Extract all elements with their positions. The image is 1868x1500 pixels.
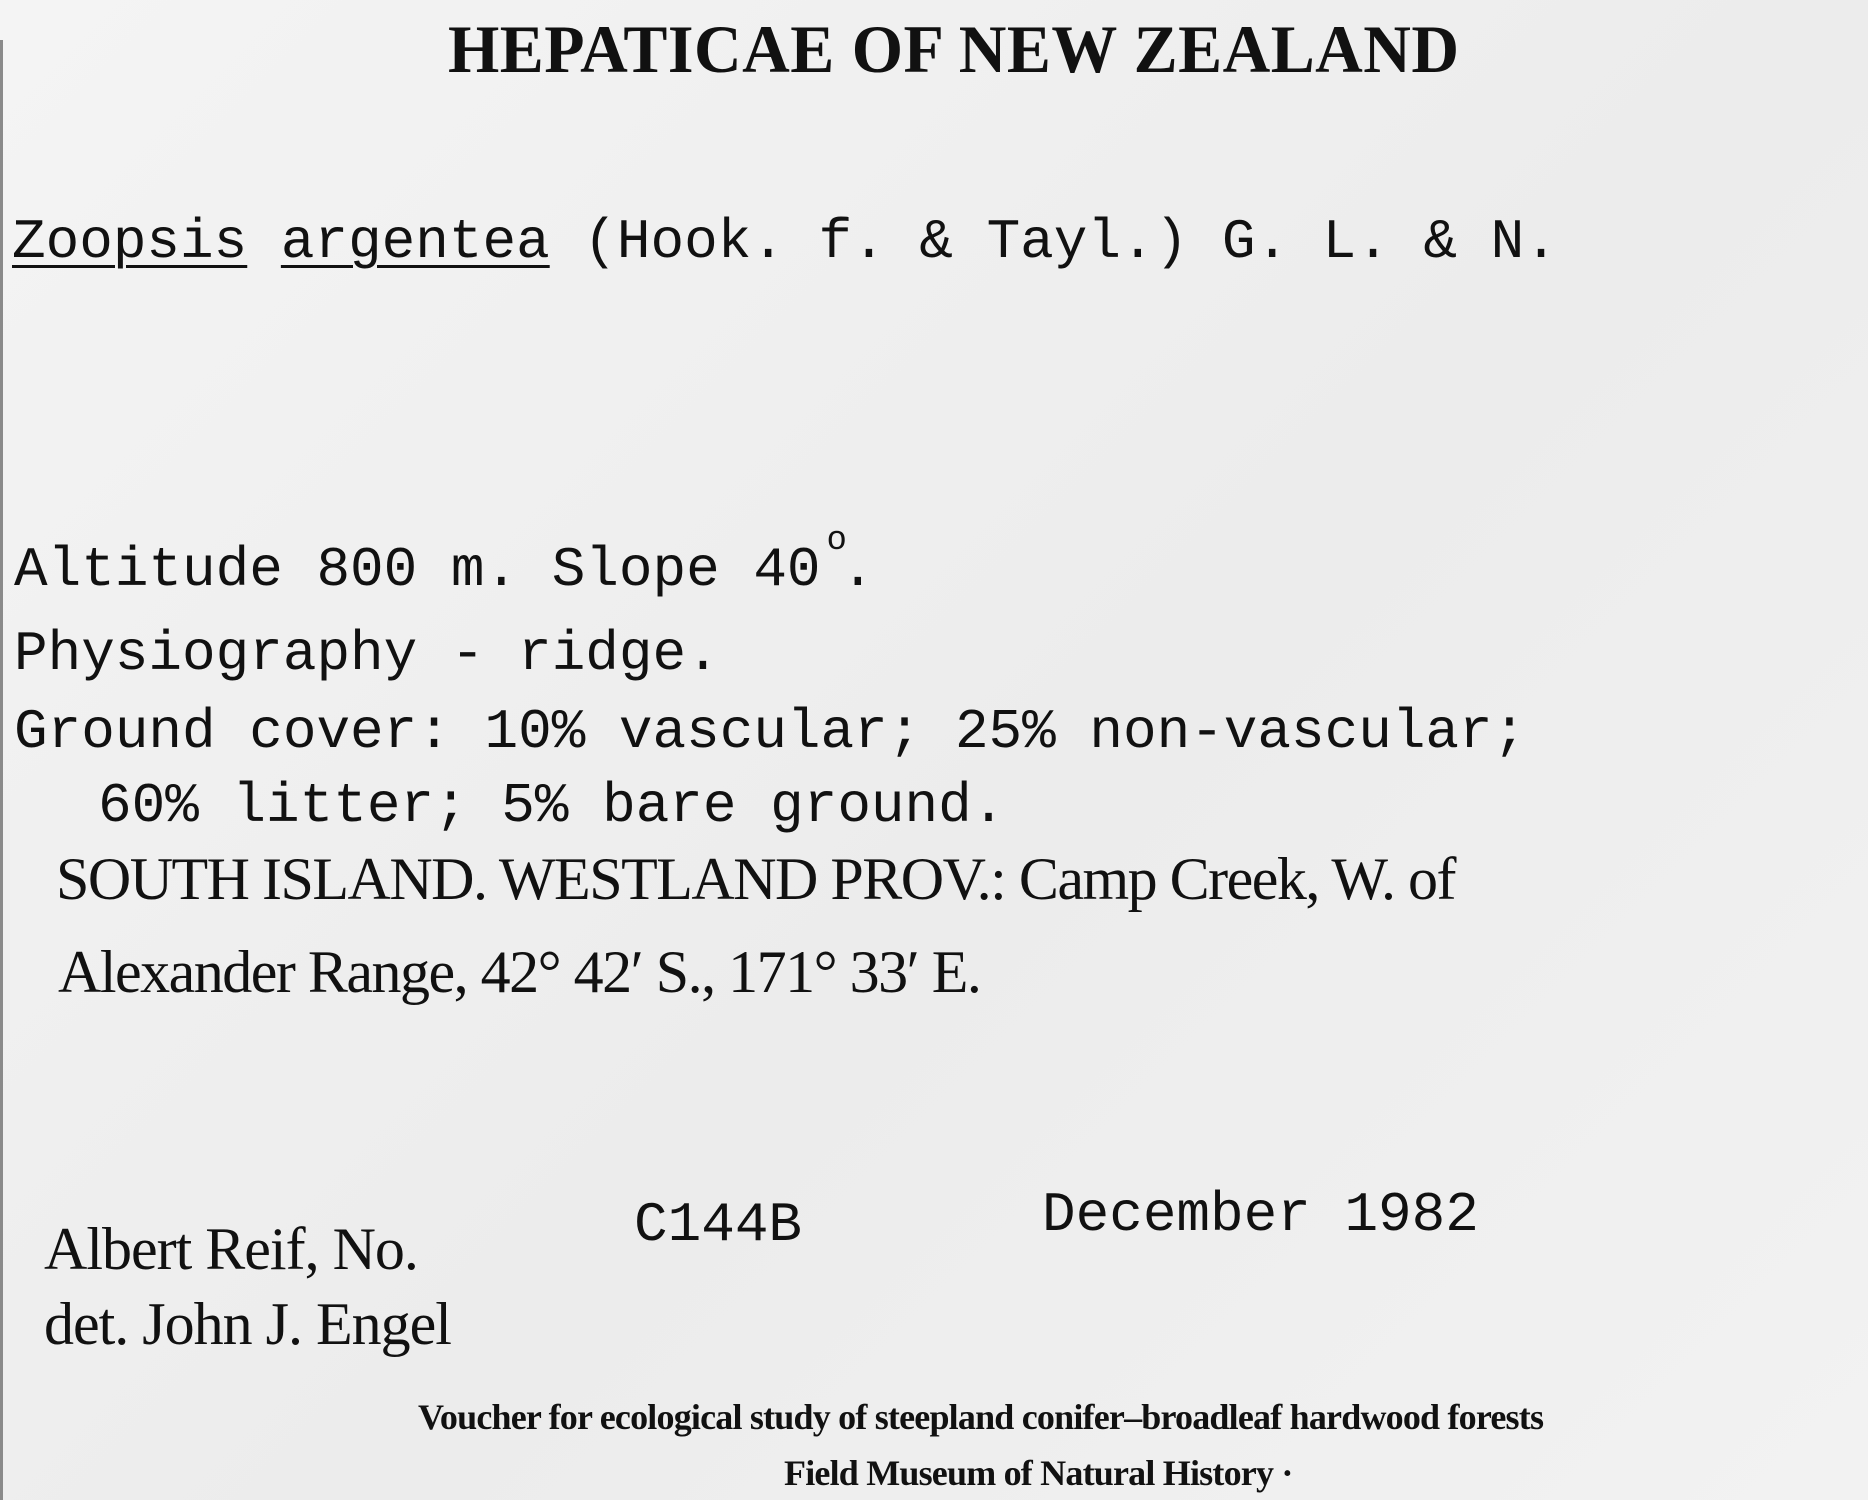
label-title: HEPATICAE OF NEW ZEALAND bbox=[448, 11, 1460, 87]
collection-date: December 1982 bbox=[1042, 1183, 1479, 1247]
altitude-slope: Altitude 800 m. Slope 40 bbox=[14, 538, 821, 602]
label-edge bbox=[0, 40, 3, 1500]
species: argentea bbox=[280, 210, 550, 274]
ground-cover-line-1: Ground cover: 10% vascular; 25% non-vascular; bbox=[14, 700, 1527, 764]
determiner: det. John J. Engel bbox=[44, 1291, 451, 1357]
ground-cover-line-2: 60% litter; 5% bare ground. bbox=[98, 774, 1006, 838]
slope-end: . bbox=[840, 538, 875, 602]
physiography-line: Physiography - ridge. bbox=[14, 622, 720, 686]
altitude-slope-line bbox=[14, 522, 875, 602]
taxon-name bbox=[12, 210, 1558, 274]
locality-line-1: SOUTH ISLAND. WESTLAND PROV.: Camp Creek, W. of bbox=[56, 846, 1455, 912]
footer-institution: Field Museum of Natural History · bbox=[784, 1453, 1293, 1493]
collector: Albert Reif, No. bbox=[44, 1216, 418, 1282]
genus: Zoopsis bbox=[12, 210, 248, 274]
authority: (Hook. f. & Tayl.) G. L. & N. bbox=[583, 210, 1558, 274]
locality-line-2: Alexander Range, 42° 42′ S., 171° 33′ E. bbox=[58, 939, 981, 1005]
degree-mark: o bbox=[826, 522, 847, 560]
footer-voucher: Voucher for ecological study of steepland conifer–broadleaf hardwood forests bbox=[418, 1397, 1544, 1437]
collection-number: C144B bbox=[634, 1193, 803, 1257]
